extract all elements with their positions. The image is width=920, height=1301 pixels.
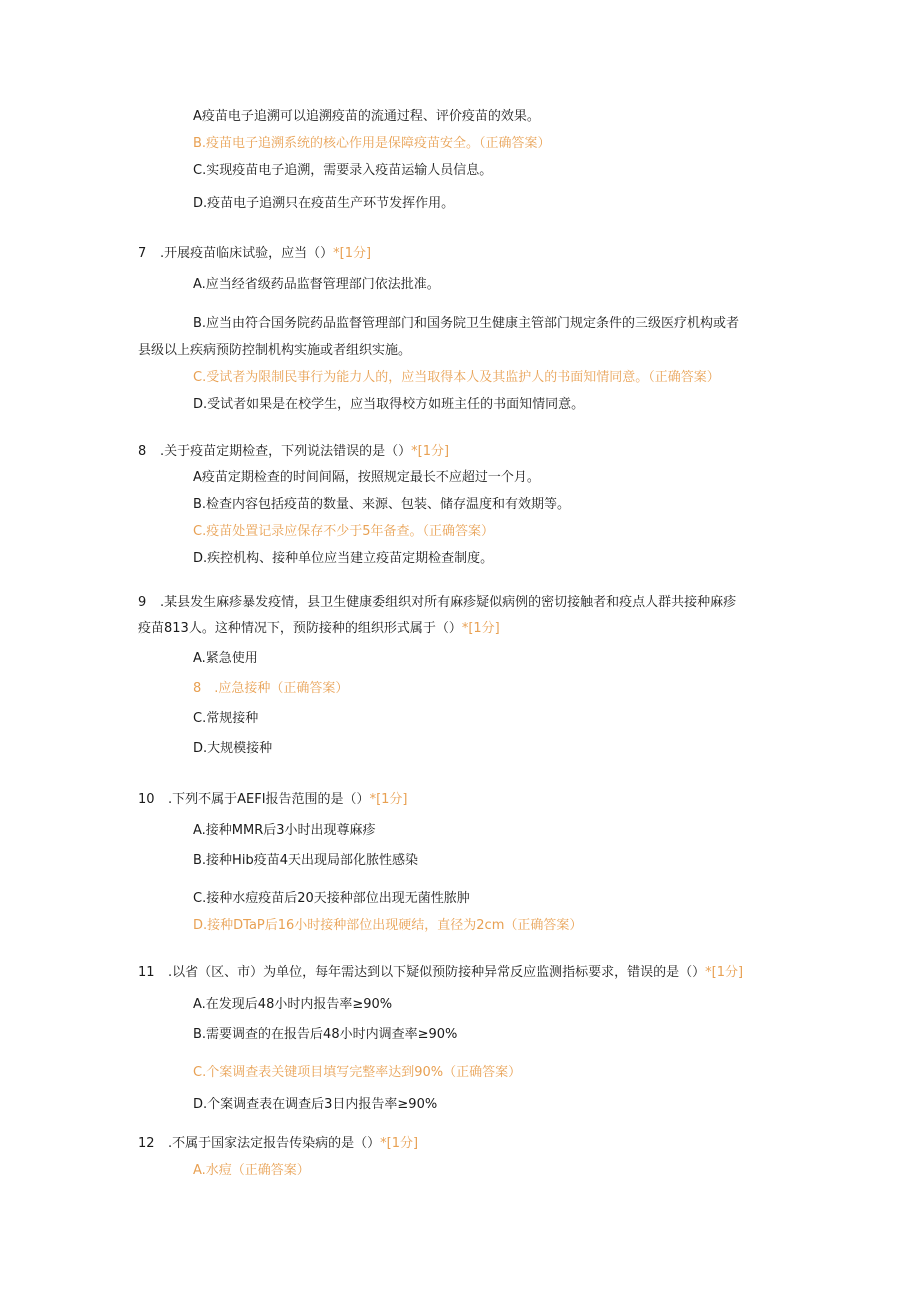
q10-stem: .下列不属于AEFI报告范围的是（）*[1分]: [168, 792, 408, 807]
q10-option-a[interactable]: A.接种MMR后3小时出现尊麻疹: [193, 823, 376, 838]
q7-option-d[interactable]: D.受试者如果是在校学生，应当取得校方如班主任的书面知情同意。: [193, 397, 585, 412]
q11-option-b[interactable]: B.需要调查的在报告后48小时内调查率≥90%: [193, 1027, 458, 1042]
q9-option-c[interactable]: C.常规接种: [193, 711, 259, 726]
q10-option-b[interactable]: B.接种Hib疫苗4天出现局部化脓性感染: [193, 853, 418, 868]
q9-stem-continued: 疫苗813人。这种情况下，预防接种的组织形式属于（）*[1分]: [138, 621, 500, 636]
q8-number: 8: [138, 444, 147, 459]
q7-option-c-correct[interactable]: C.受试者为限制民事行为能力人的，应当取得本人及其监护人的书面知情同意。（正确答案）: [193, 370, 720, 385]
q12-option-a-correct[interactable]: A.水痘（正确答案）: [193, 1163, 310, 1178]
q8-score: *[1分]: [411, 444, 450, 459]
q7-option-b[interactable]: B.应当由符合国务院药品监督管理部门和国务院卫生健康主管部门规定条件的三级医疗机构或者: [193, 316, 740, 331]
q9-option-b-correct[interactable]: 8 .应急接种（正确答案）: [193, 681, 349, 696]
q8-option-a[interactable]: A疫苗定期检查的时间间隔，按照规定最长不应超过一个月。: [193, 470, 540, 485]
q7-option-b-continued: 县级以上疾病预防控制机构实施或者组织实施。: [138, 343, 412, 358]
q10-option-c[interactable]: C.接种水痘疫苗后20天接种部位出现无菌性脓肿: [193, 891, 470, 906]
q11-stem: .以省（区、市）为单位，每年需达到以下疑似预防接种异常反应监测指标要求，错误的是（）*[1分]: [168, 965, 744, 980]
q11-option-d[interactable]: D.个案调查表在调查后3日内报告率≥90%: [193, 1097, 438, 1112]
q8-option-d[interactable]: D.疾控机构、接种单位应当建立疫苗定期检查制度。: [193, 551, 494, 566]
q6-option-b-correct[interactable]: B.疫苗电子追溯系统的核心作用是保障疫苗安全。（正确答案）: [193, 136, 551, 151]
q6-option-a[interactable]: A疫苗电子追溯可以追溯疫苗的流通过程、评价疫苗的效果。: [193, 109, 540, 124]
q6-option-c[interactable]: C.实现疫苗电子追溯，需要录入疫苗运输人员信息。: [193, 163, 493, 178]
q8-stem: .关于疫苗定期检查，下列说法错误的是（）*[1分]: [160, 444, 450, 459]
q6-option-d[interactable]: D.疫苗电子追溯只在疫苗生产环节发挥作用。: [193, 196, 455, 211]
q11-option-a[interactable]: A.在发现后48小时内报告率≥90%: [193, 997, 393, 1012]
q9-stem: .某县发生麻疹暴发疫情，县卫生健康委组织对所有麻疹疑似病例的密切接触者和疫点人群共接种麻疹: [160, 595, 737, 610]
q12-score: *[1分]: [380, 1136, 419, 1151]
q7-option-a[interactable]: A.应当经省级药品监督管理部门依法批准。: [193, 277, 440, 292]
q11-score: *[1分]: [705, 965, 744, 980]
q12-number: 12: [138, 1136, 155, 1151]
q10-score: *[1分]: [369, 792, 408, 807]
q9-option-d[interactable]: D.大规模接种: [193, 741, 273, 756]
q9-number: 9: [138, 595, 147, 610]
q7-stem: .开展疫苗临床试验，应当（）*[1分]: [160, 246, 372, 261]
q7-number: 7: [138, 246, 147, 261]
q11-option-c-correct[interactable]: C.个案调查表关键项目填写完整率达到90%（正确答案）: [193, 1065, 522, 1080]
q8-option-c-correct[interactable]: C.疫苗处置记录应保存不少于5年备查。（正确答案）: [193, 524, 494, 539]
q9-option-a[interactable]: A.紧急使用: [193, 651, 258, 666]
q10-option-d-correct[interactable]: D.接种DTaP后16小时接种部位出现硬结，直径为2cm（正确答案）: [193, 918, 583, 933]
q9-score: *[1分]: [461, 621, 500, 636]
q11-number: 11: [138, 965, 155, 980]
q12-stem: .不属于国家法定报告传染病的是（）*[1分]: [168, 1136, 419, 1151]
q7-score: *[1分]: [333, 246, 372, 261]
q10-number: 10: [138, 792, 155, 807]
q8-option-b[interactable]: B.检查内容包括疫苗的数量、来源、包装、储存温度和有效期等。: [193, 497, 571, 512]
